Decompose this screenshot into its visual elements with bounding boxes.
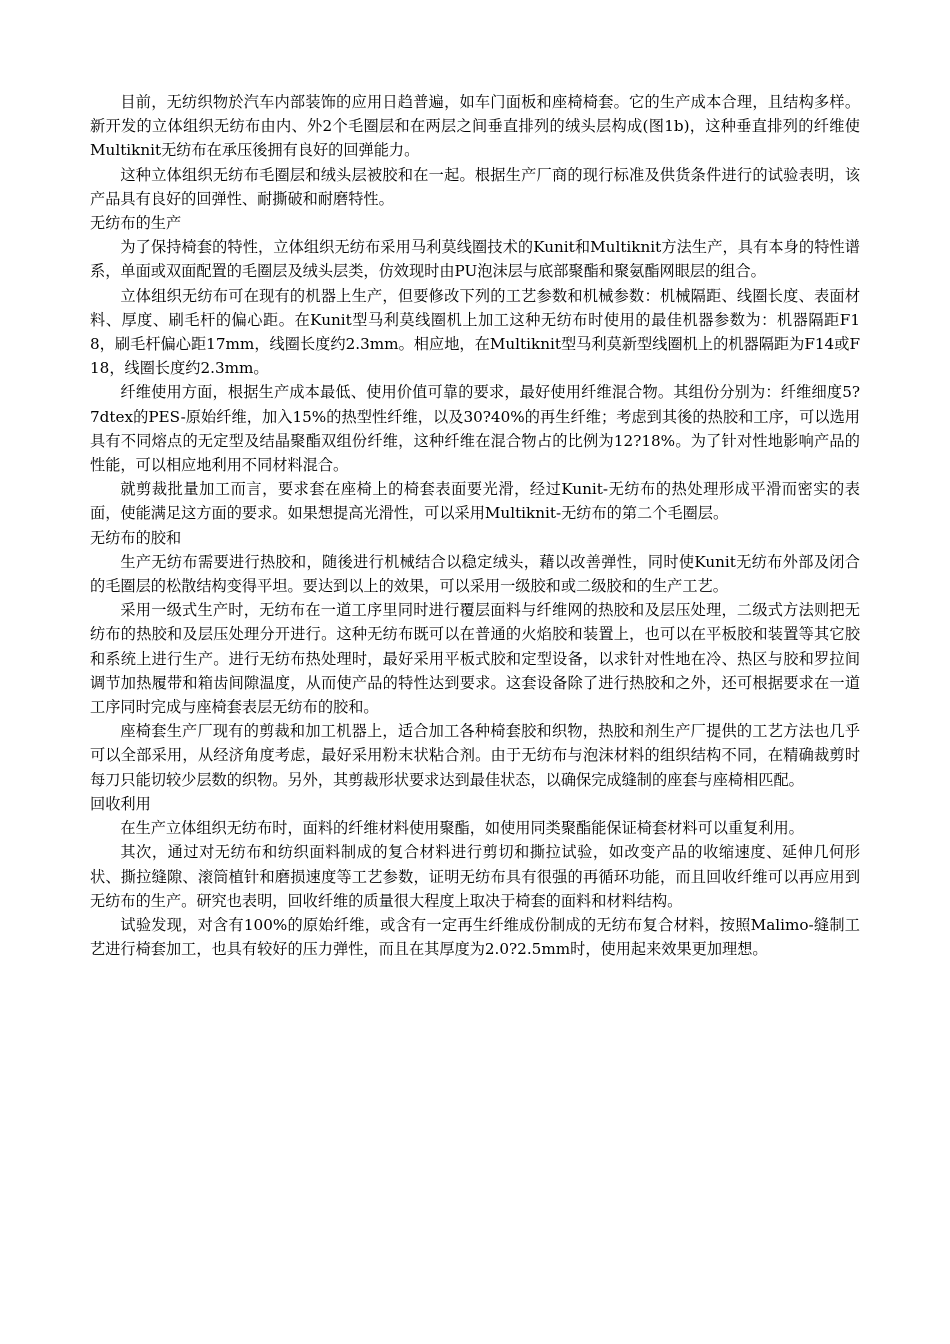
paragraph: 座椅套生产厂现有的剪裁和加工机器上，适合加工各种椅套胶和织物，热胶和剂生产厂提供的工艺方法也几乎可以全部采用，从经济角度考虑，最好采用粉末状粘合剂。由于无纺布与泡沫材料的组织结构不同，在精确裁剪时每刀只能切较少层数的织物。另外，其剪裁形状要求达到最佳状态，以确保完成缝制的座套与座椅相匹配。 xyxy=(90,722,860,789)
paragraph: 其次，通过对无纺布和纺织面料制成的复合材料进行剪切和撕拉试验，如改变产品的收缩速度、延伸几何形状、撕拉缝隙、滚筒植针和磨损速度等工艺参数，证明无纺布具有很强的再循环功能，而且回收纤维可以再应用到无纺布的生产。研究也表明，回收纤维的质量很大程度上取决于椅套的面料和材料结构。 xyxy=(90,843,860,910)
section-heading: 回收利用 xyxy=(90,794,151,813)
paragraph: 试验发现，对含有100%的原始纤维，或含有一定再生纤维成份制成的无纺布复合材料，按照Malimo-缝制工艺进行椅套加工，也具有较好的压力弹性，而且在其厚度为2.0?2.5mm时，使用起来效果更加理想。 xyxy=(90,915,860,959)
paragraph: 目前，无纺织物於汽车内部装饰的应用日趋普遍，如车门面板和座椅椅套。它的生产成本合理，且结构多样。新开发的立体组织无纺布由内、外2个毛圈层和在两层之间垂直排列的绒头层构成(图1b)，这种垂直排列的纤维使Multiknit无纺布在承压後拥有良好的回弹能力。 xyxy=(90,93,860,160)
paragraph: 纤维使用方面，根据生产成本最低、使用价值可靠的要求，最好使用纤维混合物。其组份分别为：纤维细度5?7dtex的PES-原始纤维，加入15%的热型性纤维，以及30?40%的再生纤维；考虑到其後的热胶和工序，可以选用具有不同熔点的无定型及结晶聚酯双组份纤维，这种纤维在混合物占的比例为12?18%。为了针对性地影响产品的性能，可以相应地利用不同材料混合。 xyxy=(90,383,860,475)
paragraph: 这种立体组织无纺布毛圈层和绒头层被胶和在一起。根据生产厂商的现行标准及供货条件进行的试验表明，该产品具有良好的回弹性、耐撕破和耐磨特性。 xyxy=(90,165,860,208)
paragraph: 在生产立体组织无纺布时，面料的纤维材料使用聚酯，如使用同类聚酯能保证椅套材料可以重复利用。 xyxy=(120,819,804,838)
section-heading: 无纺布的生产 xyxy=(90,214,182,233)
paragraph: 就剪裁批量加工而言，要求套在座椅上的椅套表面要光滑，经过Kunit-无纺布的热处理形成平滑而密实的表面，使能满足这方面的要求。如果想提高光滑性，可以采用Multiknit-无纺布的第二个毛圈层。 xyxy=(90,480,860,523)
paragraph: 采用一级式生产时，无纺布在一道工序里同时进行覆层面料与纤维网的热胶和及层压处理，二级式方法则把无纺布的热胶和及层压处理分开进行。这种无纺布既可以在普通的火焰胶和装置上，也可以在平板胶和装置等其它胶和系统上进行生产。进行无纺布热处理时，最好采用平板式胶和定型设备，以求针对性地在冷、热区与胶和罗拉间调节加热履带和箱齿间隙温度，从而使产品的特性达到要求。这套设备除了进行热胶和之外，还可根据要求在一道工序同时完成与座椅套表层无纺布的胶和。 xyxy=(90,601,860,717)
paragraph: 立体组织无纺布可在现有的机器上生产，但要修改下列的工艺参数和机械参数：机械隔距、线圈长度、表面材料、厚度、刷毛杆的偏心距。在Kunit型马利莫线圈机上加工这种无纺布时使用的最佳机器参数为：机器隔距F18，刷毛杆偏心距17mm，线圈长度约2.3mm。相应地，在Multiknit型马利莫新型线圈机上的机器隔距为F14或F18，线圈长度约2.3mm。 xyxy=(90,286,860,378)
section-heading: 无纺布的胶和 xyxy=(90,528,182,547)
paragraph: 生产无纺布需要进行热胶和，随後进行机械结合以稳定绒头，藉以改善弹性，同时使Kunit无纺布外部及闭合的毛圈层的松散结构变得平坦。要达到以上的效果，可以采用一级胶和或二级胶和的生产工艺。 xyxy=(90,552,860,596)
paragraph: 为了保持椅套的特性，立体组织无纺布采用马利莫线圈技术的Kunit和Multiknit方法生产，具有本身的特性谱系，单面或双面配置的毛圈层及绒头层类，仿效现时由PU泡沫层与底部聚酯和聚氨酯网眼层的组合。 xyxy=(90,238,860,281)
